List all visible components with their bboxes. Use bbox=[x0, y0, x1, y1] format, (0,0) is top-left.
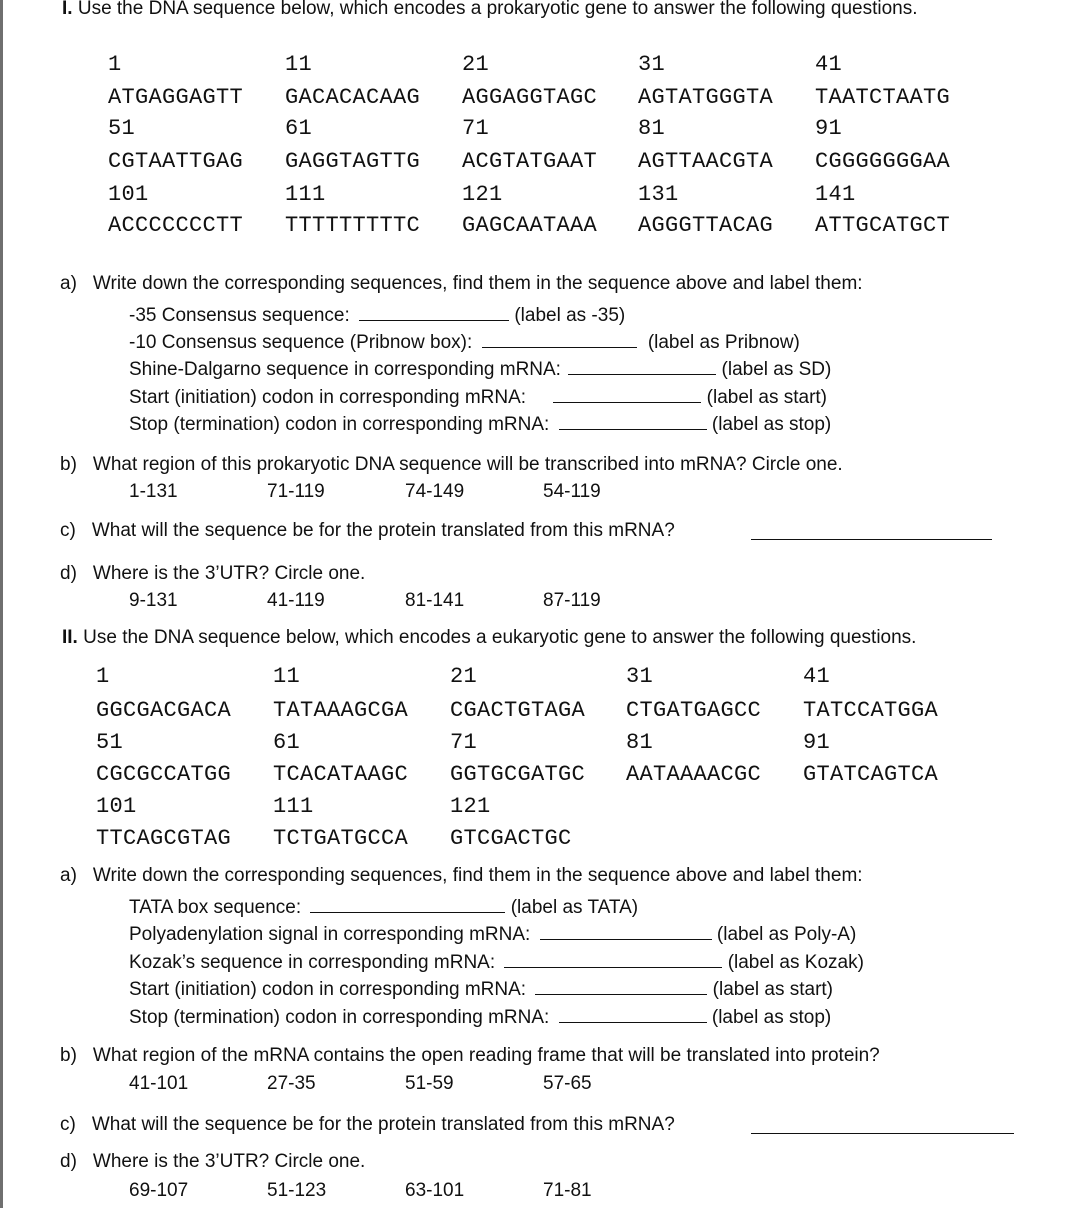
part2-item-tata bbox=[129, 894, 638, 919]
seq2-position: 121 bbox=[450, 794, 491, 819]
seq2-segment: GGCGACGACA bbox=[96, 698, 232, 723]
seq2-segment: AATAAAACGC bbox=[626, 762, 762, 787]
choice-option[interactable]: 54-119 bbox=[543, 481, 601, 502]
choice-option[interactable]: 71-119 bbox=[267, 481, 325, 502]
item-hint: (label as stop) bbox=[711, 1007, 832, 1028]
seq1-position: 11 bbox=[285, 52, 313, 77]
answer-blank-stop[interactable] bbox=[559, 411, 707, 430]
seq2-position: 41 bbox=[803, 664, 831, 689]
answer-blank-protein[interactable] bbox=[751, 1115, 1014, 1134]
choice-option[interactable]: 9-131 bbox=[129, 590, 178, 611]
seq1-segment: CGGGGGGGAA bbox=[815, 149, 951, 174]
question-letter: d) bbox=[60, 1151, 77, 1172]
question-letter: c) bbox=[60, 1114, 76, 1135]
question-text: Where is the 3’UTR? Circle one. bbox=[92, 1151, 366, 1172]
answer-blank-kozak[interactable] bbox=[504, 949, 722, 968]
seq2-position: 31 bbox=[626, 664, 654, 689]
seq2-position: 81 bbox=[626, 730, 654, 755]
choice-option[interactable]: 41-101 bbox=[129, 1073, 189, 1094]
question-text: What region of this prokaryotic DNA sequence will be transcribed into mRNA? Circle one. bbox=[92, 454, 843, 475]
part1-heading bbox=[62, 0, 918, 20]
seq2-segment: TATAAAGCGA bbox=[273, 698, 409, 723]
seq1-segment: ATGAGGAGTT bbox=[108, 85, 244, 110]
item-hint: (label as stop) bbox=[711, 414, 832, 435]
seq1-segment: GAGGTAGTTG bbox=[285, 149, 421, 174]
seq1-position: 1 bbox=[108, 52, 122, 77]
part1-question-a bbox=[60, 273, 863, 295]
seq1-segment: TAATCTAATG bbox=[815, 85, 951, 110]
item-hint: (label as -35) bbox=[514, 305, 626, 326]
seq1-position: 41 bbox=[815, 52, 843, 77]
part2-item-start bbox=[129, 976, 833, 1001]
choice-option[interactable]: 51-59 bbox=[405, 1073, 454, 1094]
choice-option[interactable]: 41-119 bbox=[267, 590, 325, 611]
item-hint: (label as SD) bbox=[721, 359, 832, 380]
question-text: What will the sequence be for the protein translated from this mRNA? bbox=[91, 520, 675, 541]
seq1-position: 111 bbox=[285, 182, 326, 207]
answer-blank-sd[interactable] bbox=[568, 356, 716, 375]
part2-heading bbox=[62, 627, 916, 649]
choice-option[interactable]: 63-101 bbox=[405, 1180, 465, 1201]
seq1-position: 81 bbox=[638, 116, 666, 141]
item-label: TATA box sequence: bbox=[129, 897, 302, 918]
seq1-segment: GAGCAATAAA bbox=[462, 213, 598, 238]
seq2-segment: CGCGCCATGG bbox=[96, 762, 232, 787]
seq1-segment: AGTTAACGTA bbox=[638, 149, 774, 174]
seq2-position: 51 bbox=[96, 730, 124, 755]
question-letter: c) bbox=[60, 520, 76, 541]
question-text: What region of the mRNA contains the open reading frame that will be translated into protein? bbox=[92, 1045, 880, 1066]
part1-item-start bbox=[129, 384, 827, 409]
seq2-position: 11 bbox=[273, 664, 301, 689]
part1-item-pribnow bbox=[129, 329, 800, 354]
part1-heading-text: Use the DNA sequence below, which encodes a prokaryotic gene to answer the following questions. bbox=[72, 0, 918, 19]
seq1-segment: AGGAGGTAGC bbox=[462, 85, 598, 110]
seq1-position: 91 bbox=[815, 116, 843, 141]
item-label: Stop (termination) codon in corresponding mRNA: bbox=[129, 414, 550, 435]
seq2-position: 1 bbox=[96, 664, 110, 689]
item-label: Shine-Dalgarno sequence in corresponding mRNA: bbox=[129, 359, 561, 380]
answer-blank-protein[interactable] bbox=[751, 521, 992, 540]
part2-question-a bbox=[60, 865, 863, 887]
seq2-segment: TCACATAAGC bbox=[273, 762, 409, 787]
question-text: Write down the corresponding sequences, find them in the sequence above and label them: bbox=[92, 273, 863, 294]
part2-heading-text: Use the DNA sequence below, which encodes a eukaryotic gene to answer the following questions. bbox=[77, 627, 917, 648]
seq2-position: 71 bbox=[450, 730, 478, 755]
seq2-segment: GGTGCGATGC bbox=[450, 762, 586, 787]
seq1-segment: ACCCCCCCTT bbox=[108, 213, 244, 238]
seq1-position: 31 bbox=[638, 52, 666, 77]
seq1-position: 61 bbox=[285, 116, 313, 141]
seq1-position: 71 bbox=[462, 116, 490, 141]
seq1-segment: GACACACAAG bbox=[285, 85, 421, 110]
seq1-segment: ACGTATGAAT bbox=[462, 149, 598, 174]
choice-option[interactable]: 51-123 bbox=[267, 1180, 327, 1201]
part1-item-stop bbox=[129, 411, 831, 436]
seq2-position: 91 bbox=[803, 730, 831, 755]
part1-question-b bbox=[60, 454, 843, 476]
page-left-border bbox=[0, 0, 3, 1208]
seq2-segment: TCTGATGCCA bbox=[273, 826, 409, 851]
seq2-segment: TATCCATGGA bbox=[803, 698, 939, 723]
answer-blank-pribnow[interactable] bbox=[482, 329, 637, 348]
answer-blank-start[interactable] bbox=[553, 384, 701, 403]
question-text: Where is the 3’UTR? Circle one. bbox=[92, 563, 366, 584]
choice-option[interactable]: 71-81 bbox=[543, 1180, 592, 1201]
question-letter: a) bbox=[60, 273, 77, 294]
part2-item-polya bbox=[129, 921, 856, 946]
question-letter: a) bbox=[60, 865, 77, 886]
answer-blank-stop[interactable] bbox=[559, 1004, 707, 1023]
question-letter: b) bbox=[60, 1045, 77, 1066]
seq2-position: 111 bbox=[273, 794, 314, 819]
part2-question-b bbox=[60, 1045, 880, 1067]
answer-blank-minus35[interactable] bbox=[359, 302, 509, 321]
item-label: Stop (termination) codon in corresponding mRNA: bbox=[129, 1007, 550, 1028]
answer-blank-tata[interactable] bbox=[310, 894, 505, 913]
part1-item-sd bbox=[129, 356, 831, 381]
item-label: -10 Consensus sequence (Pribnow box): bbox=[129, 332, 473, 353]
seq2-segment: TTCAGCGTAG bbox=[96, 826, 232, 851]
item-label: Start (initiation) codon in corresponding mRNA: bbox=[129, 387, 527, 408]
question-text: Write down the corresponding sequences, find them in the sequence above and label them: bbox=[92, 865, 863, 886]
item-label: Polyadenylation signal in corresponding mRNA: bbox=[129, 924, 531, 945]
part2-item-stop bbox=[129, 1004, 831, 1029]
seq1-segment: TTTTTTTTTC bbox=[285, 213, 421, 238]
item-hint: (label as start) bbox=[706, 387, 828, 408]
seq1-position: 141 bbox=[815, 182, 856, 207]
question-text: What will the sequence be for the protein translated from this mRNA? bbox=[91, 1114, 675, 1135]
seq1-segment: AGGGTTACAG bbox=[638, 213, 774, 238]
seq1-position: 131 bbox=[638, 182, 679, 207]
seq1-position: 121 bbox=[462, 182, 503, 207]
item-hint: (label as start) bbox=[712, 979, 834, 1000]
item-label: -35 Consensus sequence: bbox=[129, 305, 350, 326]
choice-option[interactable]: 81-141 bbox=[405, 590, 465, 611]
item-hint: (label as Pribnow) bbox=[647, 332, 800, 353]
part2-question-c bbox=[60, 1114, 675, 1136]
choice-option[interactable]: 74-149 bbox=[405, 481, 465, 502]
choice-option[interactable]: 87-119 bbox=[543, 590, 601, 611]
item-hint: (label as Kozak) bbox=[727, 952, 864, 973]
seq2-position: 21 bbox=[450, 664, 478, 689]
choice-option[interactable]: 1-131 bbox=[129, 481, 178, 502]
item-hint: (label as Poly-A) bbox=[716, 924, 857, 945]
answer-blank-polya[interactable] bbox=[540, 921, 712, 940]
part1-heading-number: I. bbox=[62, 0, 73, 19]
part2-item-kozak bbox=[129, 949, 864, 974]
answer-blank-start[interactable] bbox=[535, 976, 707, 995]
part1-question-c bbox=[60, 520, 675, 542]
seq1-position: 101 bbox=[108, 182, 149, 207]
seq2-segment: CGACTGTAGA bbox=[450, 698, 586, 723]
seq2-position: 61 bbox=[273, 730, 301, 755]
seq2-segment: GTCGACTGC bbox=[450, 826, 572, 851]
part2-heading-number: II. bbox=[62, 627, 78, 648]
seq1-segment: AGTATGGGTA bbox=[638, 85, 774, 110]
question-letter: b) bbox=[60, 454, 77, 475]
item-label: Kozak’s sequence in corresponding mRNA: bbox=[129, 952, 496, 973]
seq1-position: 51 bbox=[108, 116, 136, 141]
part1-item-minus35 bbox=[129, 302, 625, 327]
choice-option[interactable]: 69-107 bbox=[129, 1180, 189, 1201]
part2-question-d bbox=[60, 1151, 365, 1173]
question-letter: d) bbox=[60, 563, 77, 584]
item-hint: (label as TATA) bbox=[510, 897, 639, 918]
item-label: Start (initiation) codon in corresponding mRNA: bbox=[129, 979, 527, 1000]
choice-option[interactable]: 27-35 bbox=[267, 1073, 316, 1094]
seq2-segment: CTGATGAGCC bbox=[626, 698, 762, 723]
seq1-segment: CGTAATTGAG bbox=[108, 149, 244, 174]
part1-question-d bbox=[60, 563, 365, 585]
choice-option[interactable]: 57-65 bbox=[543, 1073, 592, 1094]
seq1-position: 21 bbox=[462, 52, 490, 77]
seq2-segment: GTATCAGTCA bbox=[803, 762, 939, 787]
seq1-segment: ATTGCATGCT bbox=[815, 213, 951, 238]
seq2-position: 101 bbox=[96, 794, 137, 819]
